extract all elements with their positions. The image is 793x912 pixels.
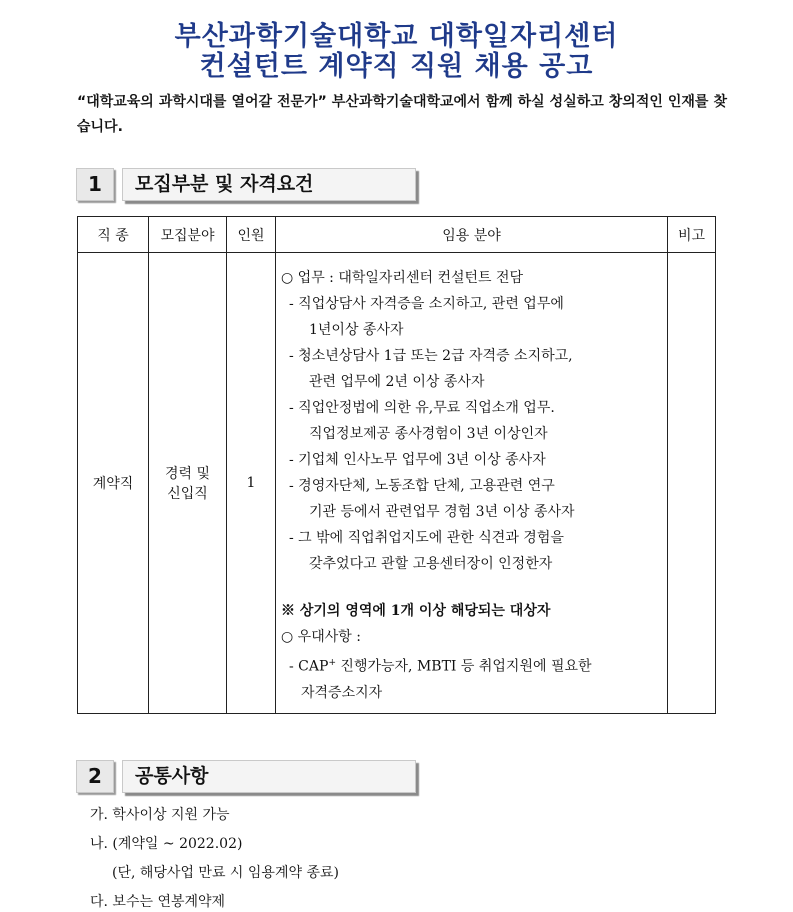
section-2-heading bbox=[76, 760, 418, 793]
common-item: (단, 해당사업 만료 시 임용계약 종료) bbox=[112, 865, 339, 881]
cell-field-line-2: 신입직 bbox=[167, 486, 208, 502]
common-item: 나. (계약일 ~ 2022.02) bbox=[90, 836, 243, 852]
preferred-line-1-pre: - CAP bbox=[289, 658, 329, 675]
preferred-label: ○ 우대사항 : bbox=[281, 629, 361, 645]
header-job-type: 직 종 bbox=[78, 217, 149, 253]
duty-line: - 직업안정법에 의한 유,무료 직업소개 업무. bbox=[289, 400, 555, 416]
section-1-label: 모집부분 및 자격요건 bbox=[122, 168, 416, 201]
duty-line: 1년이상 종사자 bbox=[309, 322, 404, 338]
header-remark: 비고 bbox=[668, 217, 716, 253]
duty-line: - 기업체 인사노무 업무에 3년 이상 종사자 bbox=[289, 452, 546, 468]
header-field: 모집분야 bbox=[149, 217, 227, 253]
cell-duties bbox=[276, 253, 668, 714]
common-item: 다. 보수는 연봉계약제 bbox=[90, 894, 226, 910]
header-count: 인원 bbox=[227, 217, 276, 253]
section-2-number: 2 bbox=[76, 760, 114, 793]
section-1-number: 1 bbox=[76, 168, 114, 201]
duty-line: 직업정보제공 종사경험이 3년 이상인자 bbox=[309, 426, 548, 442]
preferred-line-2: 자격증소지자 bbox=[301, 684, 383, 701]
duty-line: - 경영자단체, 노동조합 단체, 고용관련 연구 bbox=[289, 478, 555, 494]
duty-line: - 직업상담사 자격증을 소지하고, 관련 업무에 bbox=[289, 296, 564, 312]
title-line-1: 부산과학기술대학교 대학일자리센터 bbox=[174, 21, 619, 52]
cell-job-type: 계약직 bbox=[78, 253, 149, 714]
duty-line: 기관 등에서 관련업무 경험 3년 이상 종사자 bbox=[309, 504, 575, 520]
duty-line: - 그 밖에 직업취업지도에 관한 식견과 경험을 bbox=[289, 530, 564, 546]
title-line-2: 컨설턴트 계약직 직원 채용 공고 bbox=[199, 51, 594, 82]
duty-line: ○ 업무 : 대학일자리센터 컨설턴트 전담 bbox=[281, 270, 524, 286]
preferred-line-1 bbox=[281, 650, 661, 680]
eligibility-note: ※ 상기의 영역에 1개 이상 해당되는 대상자 bbox=[281, 603, 551, 619]
recruitment-table bbox=[77, 216, 716, 714]
header-duties: 임용 분야 bbox=[276, 217, 668, 253]
table-header-row bbox=[78, 217, 716, 253]
duty-line: 관련 업무에 2년 이상 종사자 bbox=[309, 374, 485, 390]
cell-field bbox=[149, 253, 227, 714]
duty-line: 갖추었다고 관할 고용센터장이 인정한자 bbox=[309, 556, 553, 572]
cell-field-line-1: 경력 및 bbox=[164, 466, 211, 482]
cell-count: 1 bbox=[227, 253, 276, 714]
duty-line: - 청소년상담사 1급 또는 2급 자격증 소지하고, bbox=[289, 348, 573, 364]
table-row bbox=[78, 253, 716, 714]
preferred-line-1-post: 진행가능자, MBTI 등 취업지원에 필요한 bbox=[335, 658, 592, 675]
section-2-label: 공통사항 bbox=[122, 760, 416, 793]
cell-remark bbox=[668, 253, 716, 714]
preferred-line-1-sup: + bbox=[328, 658, 336, 668]
section-1-heading bbox=[76, 168, 418, 201]
common-item: 가. 학사이상 지원 가능 bbox=[90, 807, 230, 823]
intro-text: “대학교육의 과학시대를 열어갈 전문가” 부산과학기술대학교에서 함께 하실 성실하고 창의적인 인재를 찾습니다. bbox=[77, 94, 727, 135]
